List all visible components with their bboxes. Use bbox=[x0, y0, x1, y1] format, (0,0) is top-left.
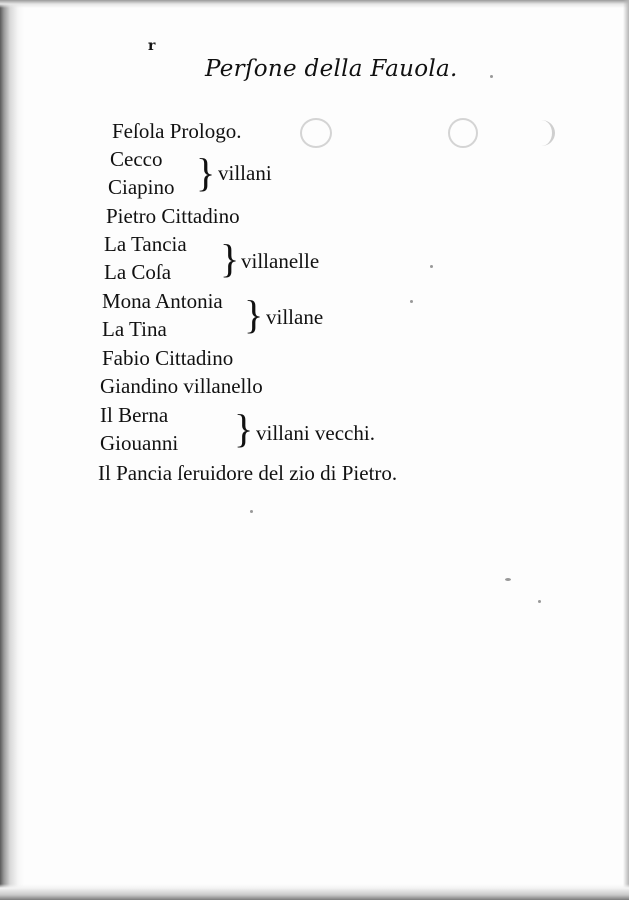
cast-entry: Feſola Prologo. bbox=[112, 119, 242, 143]
print-speck bbox=[410, 300, 413, 303]
group-label: villanelle bbox=[241, 249, 320, 273]
page-title: Perſone della Fauola. bbox=[205, 56, 458, 82]
cast-entry: La Coſa bbox=[104, 260, 172, 284]
group-label: villani bbox=[218, 161, 272, 185]
cast-entry: Fabio Cittadino bbox=[102, 346, 234, 370]
cast-entry: Cecco bbox=[110, 147, 163, 171]
cast-entry: Mona Antonia bbox=[102, 289, 223, 313]
bleed-through-mark bbox=[300, 118, 332, 148]
page-edge-right bbox=[623, 0, 629, 900]
bleed-through-mark bbox=[528, 120, 555, 146]
cast-entry: Ciapino bbox=[108, 175, 175, 199]
page-edge-top bbox=[0, 0, 629, 8]
cast-entry: Il Pancia ſeruidore del zio di Pietro. bbox=[98, 461, 398, 485]
page-edge-left bbox=[0, 0, 24, 900]
cast-entry: Pietro Cittadino bbox=[106, 204, 240, 228]
print-speck bbox=[538, 600, 541, 603]
group-brace: } bbox=[220, 236, 240, 281]
print-speck bbox=[505, 578, 511, 581]
group-brace: } bbox=[244, 292, 264, 337]
bleed-through-mark bbox=[448, 118, 478, 148]
print-speck bbox=[430, 265, 433, 268]
group-brace: } bbox=[234, 406, 254, 451]
page-edge-bottom bbox=[0, 884, 629, 900]
group-label: villane bbox=[266, 305, 324, 329]
signature-mark: r bbox=[148, 38, 156, 54]
print-speck bbox=[250, 510, 253, 513]
group-label: villani vecchi. bbox=[256, 421, 375, 445]
cast-entry: Giouanni bbox=[100, 431, 179, 455]
cast-entry: La Tina bbox=[102, 317, 167, 341]
group-brace: } bbox=[196, 150, 216, 195]
cast-entry: La Tancia bbox=[104, 232, 187, 256]
print-speck bbox=[490, 75, 493, 78]
cast-entry: Giandino villanello bbox=[100, 374, 263, 398]
cast-entry: Il Berna bbox=[100, 403, 169, 427]
